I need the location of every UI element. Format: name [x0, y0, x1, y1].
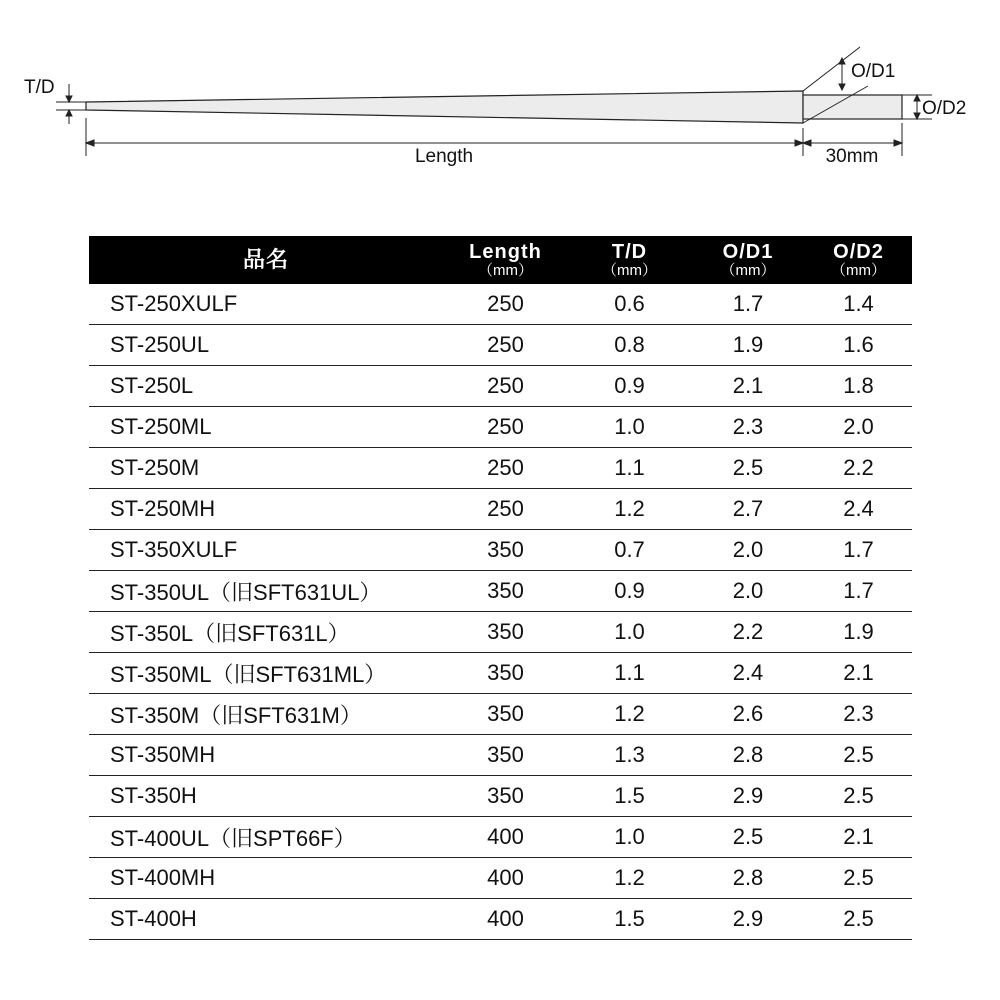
od1-cell: 2.9 — [691, 899, 805, 940]
table-header-row — [89, 236, 912, 284]
product-name-cell: ST-350UL（旧SFT631UL） — [89, 571, 443, 612]
od2-cell: 1.7 — [805, 571, 912, 612]
length-cell: 350 — [443, 735, 568, 776]
table-row — [89, 571, 912, 612]
length-cell: 350 — [443, 694, 568, 735]
td-cell: 1.2 — [568, 489, 691, 530]
product-name-cell: ST-400UL（旧SPT66F） — [89, 817, 443, 858]
length-dimension — [86, 118, 902, 156]
length-cell: 350 — [443, 776, 568, 817]
product-name-cell: ST-250XULF — [89, 284, 443, 325]
table-row — [89, 407, 912, 448]
od2-cell: 1.7 — [805, 530, 912, 571]
product-name-cell: ST-250UL — [89, 325, 443, 366]
od2-cell: 1.9 — [805, 612, 912, 653]
table-row — [89, 858, 912, 899]
product-name-cell: ST-250M — [89, 448, 443, 489]
product-name-cell: ST-350M（旧SFT631M） — [89, 694, 443, 735]
header-name: 品名 — [89, 236, 443, 284]
product-name-cell: ST-350H — [89, 776, 443, 817]
table-row — [89, 325, 912, 366]
table-row — [89, 366, 912, 407]
table-row — [89, 899, 912, 940]
product-name-cell: ST-350XULF — [89, 530, 443, 571]
table-row — [89, 284, 912, 325]
od1-cell: 2.9 — [691, 776, 805, 817]
td-cell: 1.1 — [568, 448, 691, 489]
od1-cell: 2.8 — [691, 735, 805, 776]
od1-label: O/D1 — [851, 61, 896, 82]
table-row — [89, 612, 912, 653]
od1-cell: 2.1 — [691, 366, 805, 407]
td-cell: 1.0 — [568, 817, 691, 858]
od2-cell: 1.8 — [805, 366, 912, 407]
td-cell: 1.0 — [568, 407, 691, 448]
td-cell: 1.5 — [568, 899, 691, 940]
od2-cell: 1.4 — [805, 284, 912, 325]
product-name-cell: ST-250ML — [89, 407, 443, 448]
header-td: T/D （mm） — [568, 236, 691, 284]
length-cell: 250 — [443, 325, 568, 366]
od2-cell: 2.1 — [805, 653, 912, 694]
td-cell: 0.7 — [568, 530, 691, 571]
td-cell: 1.2 — [568, 694, 691, 735]
od1-cell: 1.9 — [691, 325, 805, 366]
od2-label: O/D2 — [922, 98, 967, 119]
length-cell: 350 — [443, 530, 568, 571]
length-cell: 350 — [443, 571, 568, 612]
dimension-diagram — [0, 0, 1000, 200]
length-cell: 250 — [443, 448, 568, 489]
od1-cell: 2.0 — [691, 530, 805, 571]
od2-cell: 2.5 — [805, 776, 912, 817]
length-cell: 400 — [443, 899, 568, 940]
td-cell: 1.2 — [568, 858, 691, 899]
spec-table — [89, 236, 912, 940]
table-row — [89, 448, 912, 489]
length-cell: 350 — [443, 653, 568, 694]
taper-body — [86, 91, 803, 123]
product-name-cell: ST-350L（旧SFT631L） — [89, 612, 443, 653]
td-cell: 1.1 — [568, 653, 691, 694]
length-cell: 250 — [443, 407, 568, 448]
length-cell: 400 — [443, 858, 568, 899]
product-name-cell: ST-250L — [89, 366, 443, 407]
table-row — [89, 530, 912, 571]
od1-cell: 2.7 — [691, 489, 805, 530]
length-cell: 250 — [443, 489, 568, 530]
od1-cell: 2.3 — [691, 407, 805, 448]
length-cell: 250 — [443, 284, 568, 325]
table-row — [89, 694, 912, 735]
product-name-cell: ST-250MH — [89, 489, 443, 530]
product-name-cell: ST-350ML（旧SFT631ML） — [89, 653, 443, 694]
od1-cell: 2.5 — [691, 448, 805, 489]
od1-cell: 2.6 — [691, 694, 805, 735]
length-label: Length — [414, 146, 474, 167]
od1-cell: 2.8 — [691, 858, 805, 899]
table-row — [89, 817, 912, 858]
header-od2: O/D2 （mm） — [805, 236, 912, 284]
od2-cell: 2.0 — [805, 407, 912, 448]
od1-cell: 2.4 — [691, 653, 805, 694]
td-cell: 1.3 — [568, 735, 691, 776]
table-row — [89, 776, 912, 817]
td-cell: 0.9 — [568, 366, 691, 407]
product-name-cell: ST-350MH — [89, 735, 443, 776]
straight-end — [803, 95, 902, 119]
od2-cell: 2.3 — [805, 694, 912, 735]
od1-cell: 2.5 — [691, 817, 805, 858]
od1-cell: 2.2 — [691, 612, 805, 653]
od1-cell: 2.0 — [691, 571, 805, 612]
td-cell: 0.8 — [568, 325, 691, 366]
td-label: T/D — [24, 77, 55, 98]
table-body — [89, 284, 912, 940]
header-length: Length （mm） — [443, 236, 568, 284]
od2-cell: 2.5 — [805, 735, 912, 776]
td-cell: 0.9 — [568, 571, 691, 612]
od2-cell: 2.4 — [805, 489, 912, 530]
od2-cell: 2.1 — [805, 817, 912, 858]
od2-cell: 1.6 — [805, 325, 912, 366]
od1-cell: 1.7 — [691, 284, 805, 325]
td-cell: 1.0 — [568, 612, 691, 653]
od2-cell: 2.5 — [805, 899, 912, 940]
td-cell: 1.5 — [568, 776, 691, 817]
tip-length-label: 30mm — [825, 146, 879, 167]
product-name-cell: ST-400H — [89, 899, 443, 940]
td-cell: 0.6 — [568, 284, 691, 325]
product-name-cell: ST-400MH — [89, 858, 443, 899]
td-dimension — [56, 84, 86, 124]
length-cell: 400 — [443, 817, 568, 858]
header-od1: O/D1 （mm） — [691, 236, 805, 284]
table-row — [89, 489, 912, 530]
length-cell: 250 — [443, 366, 568, 407]
table-row — [89, 653, 912, 694]
length-cell: 350 — [443, 612, 568, 653]
table-row — [89, 735, 912, 776]
od2-cell: 2.5 — [805, 858, 912, 899]
od2-cell: 2.2 — [805, 448, 912, 489]
